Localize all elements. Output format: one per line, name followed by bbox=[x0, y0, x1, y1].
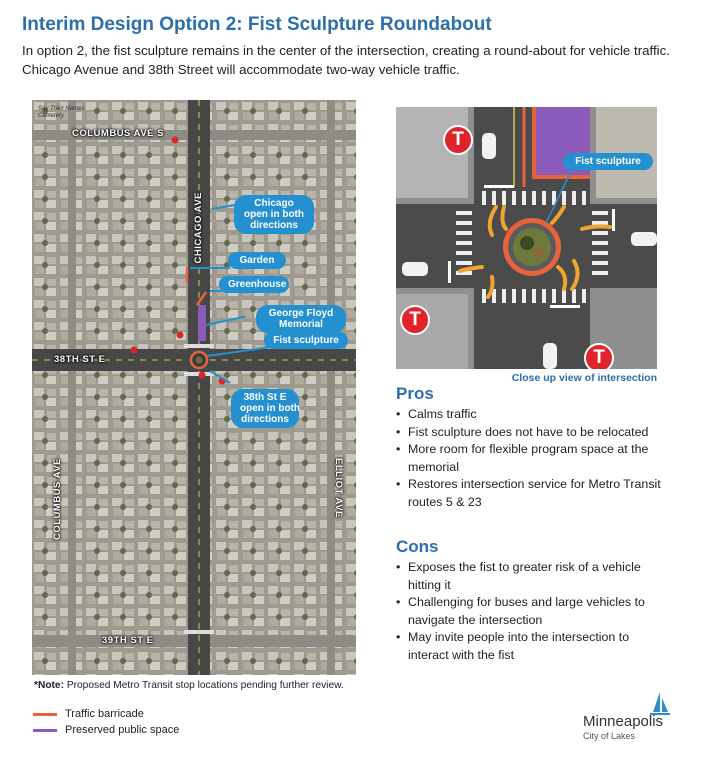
footnote bbox=[34, 680, 344, 691]
callout-george-floyd-memorial: George Floyd Memorial bbox=[256, 305, 346, 333]
callout-leader bbox=[190, 267, 230, 269]
legend-label: Traffic barricade bbox=[65, 708, 144, 720]
callout-leader bbox=[210, 290, 222, 292]
callout-fist-sculpture: Fist sculpture bbox=[264, 332, 348, 349]
pros-heading: Pros bbox=[396, 384, 434, 403]
cemetery-label: Say Their Names Cemetery bbox=[38, 106, 85, 119]
intersection-closeup bbox=[396, 107, 657, 369]
closeup-background bbox=[396, 107, 657, 369]
cons-item: • May invite people into the intersection to interact with the fist bbox=[396, 629, 666, 664]
legend-item-barricade bbox=[33, 708, 144, 720]
footnote-bold: *Note: bbox=[34, 680, 64, 691]
street-label-columbus-ave: COLUMBUS AVE bbox=[52, 458, 63, 540]
street-label-39th-st-e: 39TH ST E bbox=[102, 635, 154, 646]
map-background bbox=[32, 100, 356, 675]
closeup-caption: Close up view of intersection bbox=[511, 372, 657, 384]
intro-text: In option 2, the fist sculpture remains in the center of the intersection, creating a round-about for vehicle traffic. Chicago Avenue and 38th Street will accommodate two-way vehicle traffic. bbox=[22, 43, 670, 77]
aerial-map bbox=[32, 100, 356, 675]
callout-garden: Garden bbox=[228, 252, 286, 269]
pros-item: • Restores intersection service for Metro Transit routes 5 & 23 bbox=[396, 476, 666, 511]
city-logo-name: Minneapolis bbox=[583, 713, 664, 730]
callout-chicago-open: Chicago open in both directions bbox=[234, 195, 314, 234]
street-label-elliot-ave: ELLIOT AVE bbox=[333, 458, 344, 518]
metro-transit-icon: T bbox=[443, 125, 473, 155]
cons-item: • Challenging for buses and large vehicles to navigate the intersection bbox=[396, 594, 666, 629]
legend-item-preserved bbox=[33, 724, 179, 736]
pros-item: • Fist sculpture does not have to be relocated bbox=[396, 424, 666, 442]
pros-item: • Calms traffic bbox=[396, 406, 666, 424]
pros-item: • More room for flexible program space at the memorial bbox=[396, 441, 666, 476]
callout-greenhouse: Greenhouse bbox=[219, 276, 289, 293]
street-label-38th-st-e: 38TH ST E bbox=[54, 354, 106, 365]
page-title: Interim Design Option 2: Fist Sculpture Roundabout bbox=[22, 14, 492, 35]
closeup-fist-callout: Fist sculpture bbox=[563, 153, 653, 170]
barricade-swatch bbox=[33, 713, 57, 716]
callout-38th-open: 38th St E open in both directions bbox=[231, 389, 299, 428]
street-label-columbus-ave-s: COLUMBUS AVE S bbox=[72, 128, 164, 139]
city-logo-tagline: City of Lakes bbox=[583, 731, 636, 741]
cons-list bbox=[396, 559, 666, 664]
footnote-text: Proposed Metro Transit stop locations pending further review. bbox=[64, 680, 344, 691]
pros-list bbox=[396, 406, 666, 511]
cons-item: • Exposes the fist to greater risk of a vehicle hitting it bbox=[396, 559, 666, 594]
street-label-chicago-ave: CHICAGO AVE bbox=[193, 192, 204, 264]
metro-transit-icon: T bbox=[584, 343, 614, 369]
preserved-swatch bbox=[33, 729, 57, 732]
cons-heading: Cons bbox=[396, 537, 439, 556]
legend-label: Preserved public space bbox=[65, 724, 180, 736]
metro-transit-icon: T bbox=[400, 305, 430, 335]
